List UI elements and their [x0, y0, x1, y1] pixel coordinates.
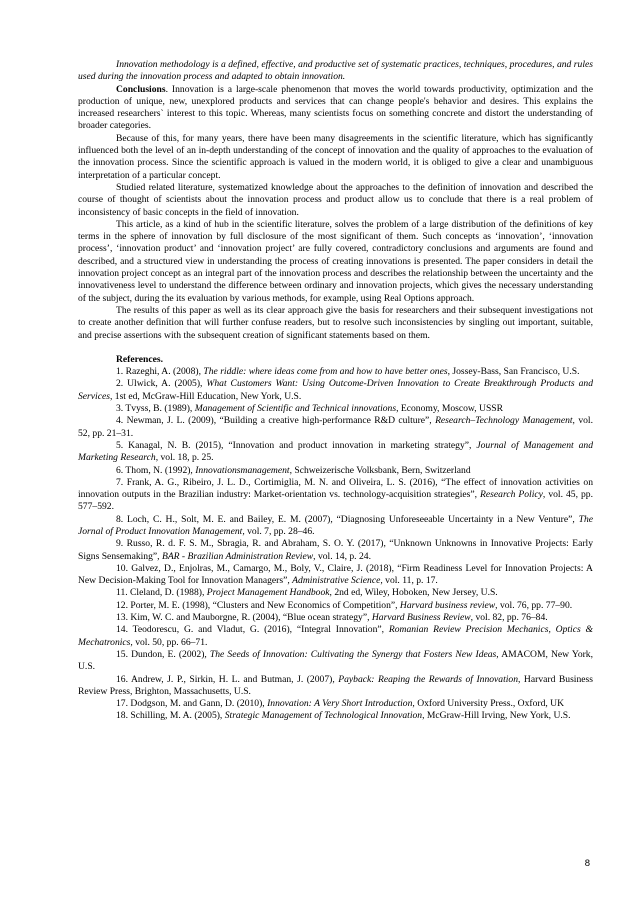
reference-title: Research Policy	[480, 489, 543, 501]
reference-title: Administrative Science	[292, 575, 381, 587]
reference-title: Harvard business review	[399, 599, 496, 611]
paragraph-literature: Studied related literature, systematized knowledge about the approaches to the definition of innovation and described the course of thought of scientists about the innovation process and product allow us to conclude that there is a real problem of inconsistency of basic concepts in the field of innovation.	[78, 181, 593, 218]
reference-item	[78, 415, 593, 440]
reference-prefix: 12. Porter, M. E. (1998), “Clusters and New Economics of Competition”,	[116, 599, 400, 611]
reference-suffix: , vol. 45, pp. 577–592.	[78, 489, 593, 513]
reference-title: Management of Scientific and Technical innovations	[194, 403, 397, 415]
paragraph-results: The results of this paper as well as its clear approach give the basis for researchers and their subsequent investigations not to create another definition that will further confuse readers, but to resolve such inconsistencies by singling out important, suitable, and precise assertions with the subsequent creation of significant statements based on them.	[78, 304, 593, 341]
body-text	[78, 59, 593, 723]
reference-item	[78, 587, 593, 599]
reference-item	[78, 465, 593, 477]
reference-item	[78, 514, 593, 539]
reference-prefix: 8. Loch, C. H., Solt, M. E. and Bailey, E. M. (2007), “Diagnosing Unforeseeable Uncertainty in a New Venture”,	[116, 513, 579, 525]
reference-title: Payback: Reaping the Rewards of Innovation	[338, 673, 519, 685]
reference-item	[78, 600, 593, 612]
reference-title: Research–Technology Management	[435, 415, 573, 427]
reference-suffix: , Oxford University Press., Oxford, UK	[412, 698, 565, 710]
reference-title: Harvard Business Review	[371, 612, 471, 624]
reference-item	[78, 674, 593, 699]
reference-title: BAR - Brazilian Administration Review	[161, 550, 314, 562]
reference-item	[78, 563, 593, 588]
reference-prefix: 7. Frank, A. G., Ribeiro, J. L. D., Cortimiglia, M. N. and Oliveira, L. S. (2016), “The effect of innovation activities on innovation outputs in the Brazilian industry: Market-orientation vs. technology-acquisition strategies”,	[78, 476, 593, 501]
reference-item	[78, 477, 593, 514]
reference-item	[78, 649, 593, 674]
reference-suffix: , Harvard Business Review Press, Brighton, Massachusetts, U.S.	[78, 673, 593, 697]
reference-prefix: 15. Dundon, E. (2002),	[116, 648, 210, 660]
reference-item	[78, 698, 593, 710]
reference-suffix: , 1st ed, McGraw-Hill Education, New York, U.S.	[109, 390, 302, 402]
reference-title: The riddle: where ideas come from and how to have better ones	[203, 366, 448, 378]
reference-title: Innovation: A Very Short Introduction	[267, 698, 413, 710]
reference-prefix: 3. Tvyss, B. (1989),	[116, 403, 195, 415]
reference-suffix: , McGraw-Hill Irving, New York, U.S.	[422, 710, 571, 722]
reference-title: Journal of Management and Marketing Research	[78, 439, 593, 464]
reference-prefix: 14. Teodorescu, G. and Vladut, G. (2016), “Integral Innovation”,	[116, 624, 389, 636]
reference-suffix: , Economy, Moscow, USSR	[396, 403, 504, 415]
reference-prefix: 1. Razeghi, A. (2008),	[116, 366, 204, 378]
reference-item	[78, 710, 593, 722]
reference-prefix: 9. Russo, R. d. F. S. M., Sbragia, R. and Abraham, S. O. Y. (2017), “Unknown Unknowns in Innovative Projects: Early Signs Sensemaking”,	[78, 538, 593, 562]
paragraph-hub: This article, as a kind of hub in the scientific literature, solves the problem of a large distribution of the definitions of key terms in the sphere of innovation by full disclosure of the most significant of them. Such concepts as ‘innovation’, ‘innovation process’, ‘innovation product’ and ‘innovation project’ are fully covered, contradictory conclusions and arguments are found and described, and a structured view in understanding the process of creating innovations is presented. The paper considers in detail the innovation project concept as an integral part of the innovation process and describes the relationship between the uncertainty and the innovativeness level to understand the difference between ordinary and innovation projects, which gives the necessary understanding of the subject, during the its evaluation by various methods, for example, using Real Options approach.	[78, 218, 593, 304]
reference-item	[78, 612, 593, 624]
reference-suffix: , vol. 52, pp. 21–31.	[78, 415, 593, 439]
reference-item	[78, 366, 593, 378]
reference-suffix: , Jossey-Bass, San Francisco, U.S.	[447, 366, 580, 378]
reference-prefix: 11. Cleland, D. (1988),	[116, 587, 207, 599]
reference-item	[78, 378, 593, 403]
conclusions-text: . Innovation is a large-scale phenomenon that moves the world towards productivity, optimization and the production of unique, new, unexplored products and services that can change people's behavior and desires. This explains the increased researchers` interest to this topic. Whereas, many scientists focus on something concrete and distort the understanding of broader categories.	[78, 83, 593, 132]
reference-suffix: , Schweizerische Volksbank, Bern, Switzerland	[289, 464, 471, 476]
conclusions-label: Conclusions	[116, 83, 166, 95]
reference-title: What Customers Want: Using Outcome-Driven Innovation to Create Breakthrough Products and Services	[78, 378, 593, 402]
reference-title: Strategic Management of Technological Innovation	[224, 710, 423, 722]
reference-title: Innovationsmanagement	[195, 464, 290, 476]
reference-suffix: , AMACOM, New York, U.S.	[78, 648, 594, 673]
references-list	[78, 366, 593, 723]
reference-title: Romanian Review Precision Mechanics, Optics & Mechatronics	[78, 624, 593, 648]
reference-item	[78, 403, 593, 415]
reference-title: The Jornal of Product Innovation Management	[78, 513, 593, 537]
references-heading: References.	[116, 353, 163, 365]
page-number: 8	[584, 858, 590, 869]
reference-suffix: , vol. 82, pp. 76–84.	[470, 612, 548, 624]
reference-suffix: , vol. 18, p. 25.	[155, 452, 214, 464]
reference-suffix: , vol. 11, p. 17.	[380, 575, 438, 587]
reference-suffix: , vol. 14, p. 24.	[313, 550, 371, 562]
reference-item	[78, 440, 593, 465]
reference-prefix: 17. Dodgson, M. and Gann, D. (2010),	[116, 698, 268, 710]
reference-suffix: , vol. 76, pp. 77–90.	[495, 599, 573, 611]
reference-title: Project Management Handbook	[206, 587, 330, 599]
reference-prefix: 18. Schilling, M. A. (2005),	[116, 710, 225, 722]
reference-prefix: 4. Newman, J. L. (2009), “Building a creative high-performance R&D culture”,	[116, 415, 436, 427]
reference-suffix: , vol. 7, pp. 28–46.	[242, 525, 315, 537]
reference-prefix: 5. Kanagal, N. B. (2015), “Innovation and product innovation in marketing strategy”,	[116, 439, 477, 451]
reference-suffix: , 2nd ed, Wiley, Hoboken, New Jersey, U.S.	[329, 587, 498, 599]
reference-prefix: 16. Andrew, J. P., Sirkin, H. L. and Butman, J. (2007),	[116, 673, 339, 685]
reference-item	[78, 538, 593, 563]
reference-prefix: 2. Ulwick, A. (2005),	[116, 378, 207, 390]
reference-prefix: 6. Thom, N. (1992),	[116, 464, 196, 476]
paragraph-conclusions	[78, 84, 593, 133]
reference-prefix: 13. Kim, W. C. and Mauborgne, R. (2004), “Blue ocean strategy”,	[116, 612, 372, 624]
reference-item	[78, 624, 593, 649]
paragraph-methodology: Innovation methodology is a defined, effective, and productive set of systematic practices, techniques, procedures, and rules used during the innovation process and adapted to obtain innovation.	[78, 59, 593, 83]
reference-prefix: 10. Galvez, D., Enjolras, M., Camargo, M., Boly, V., Claire, J. (2018), “Firm Readiness Level for Innovation Projects: A New Decision-Making Tool for Innovation Managers”,	[78, 562, 593, 587]
reference-suffix: , vol. 50, pp. 66–71.	[130, 636, 208, 648]
reference-title: The Seeds of Innovation: Cultivating the Synergy that Fosters New Ideas	[209, 648, 497, 660]
paragraph-disagreements: Because of this, for many years, there have been many disagreements in the scientific literature, which has significantly influenced both the level of an in-depth understanding of the concept of innovation and the quality of approaches to the evaluation of the innovation process. Since the scientific approach is valued in the modern world, it is obliged to give a clear and unambiguous interpretation of a particular concept.	[78, 132, 593, 181]
